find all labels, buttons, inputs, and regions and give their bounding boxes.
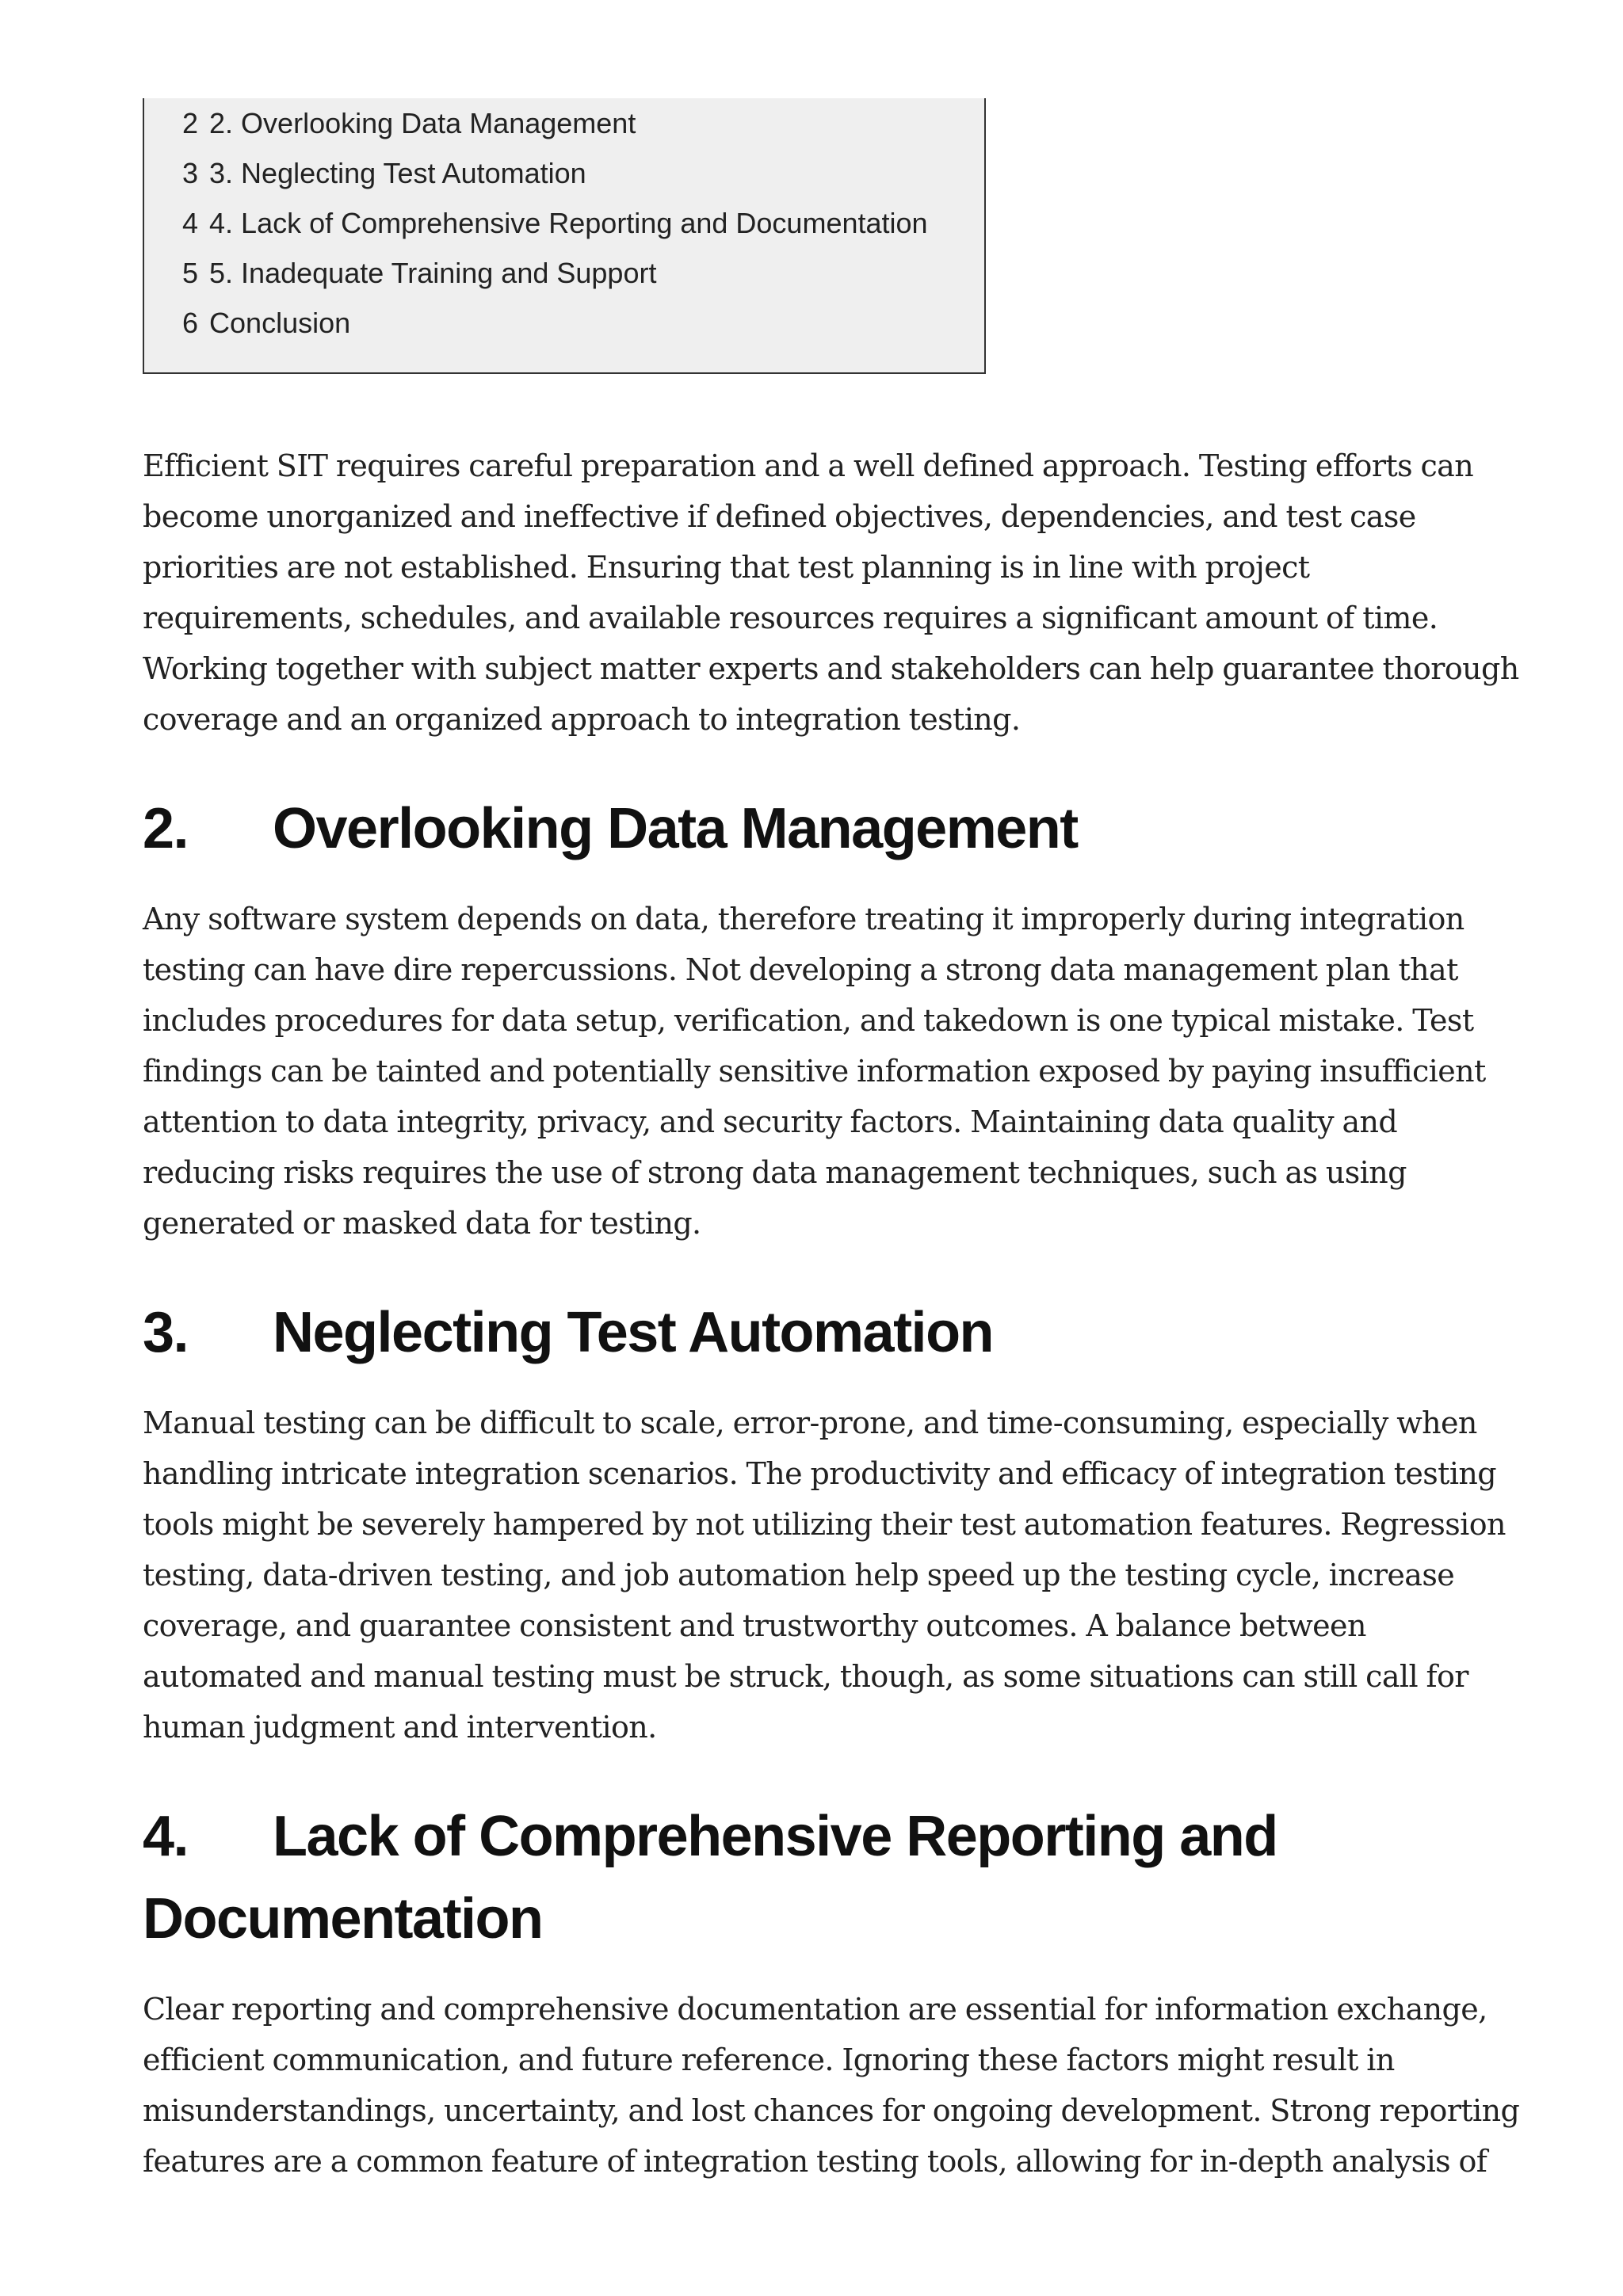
section-title: Lack of Comprehensive Reporting and Documentation	[143, 1805, 1277, 1951]
section-number: 3.	[143, 1301, 189, 1364]
toc-item-number: 3	[182, 157, 199, 189]
section-paragraph-reporting-documentation: Clear reporting and comprehensive documentation are essential for information exchange, efficient communication, and future reference. Ignoring these factors might result in misunderstandings, uncertainty, and lost chances for ongoing development. Strong reporting features are a common feature of integration testing tools, allowing for in-depth analysis of	[143, 1992, 1520, 2179]
section-number: 4.	[143, 1805, 189, 1868]
toc-item-training-support[interactable]	[182, 248, 928, 298]
section-paragraph-test-automation: Manual testing can be difficult to scale, error-prone, and time-consuming, especially when handling intricate integration scenarios. The productivity and efficacy of integration testing tools might be severely hampered by not utilizing their test automation features. Regression testing, data-driven testing, and job automation help speed up the testing cycle, increase coverage, and guarantee consistent and trustworthy outcomes. A balance between automated and manual testing must be struck, though, as some situations can still call for human judgment and intervention.	[143, 1405, 1506, 1745]
toc-list	[182, 98, 928, 348]
section-heading-test-automation	[143, 1291, 1522, 1374]
section-title: Neglecting Test Automation	[273, 1301, 994, 1364]
intro-paragraph: Efficient SIT requires careful preparation and a well defined approach. Testing efforts can become unorganized and ineffective if defined objectives, dependencies, and test case priorities are not established. Ensuring that test planning is in line with project requirements, schedules, and available resources requires a significant amount of time. Working together with subject matter experts and stakeholders can help guarantee thorough coverage and an organized approach to integration testing.	[143, 448, 1519, 737]
section-title: Overlooking Data Management	[273, 797, 1078, 860]
toc-link[interactable]: Conclusion	[209, 307, 351, 339]
toc-item-neglecting-test-automation[interactable]	[182, 148, 928, 198]
toc-item-number: 5	[182, 257, 199, 289]
toc-link[interactable]: 3. Neglecting Test Automation	[209, 157, 586, 189]
article-content	[143, 441, 1522, 2187]
section-heading-reporting-documentation	[143, 1795, 1331, 1960]
toc-link[interactable]: 5. Inadequate Training and Support	[209, 257, 657, 289]
toc-item-number: 4	[182, 207, 199, 239]
section-number: 2.	[143, 797, 189, 860]
toc-item-overlooking-data-management[interactable]	[182, 98, 928, 148]
toc-item-number: 6	[182, 307, 199, 339]
toc-item-number: 2	[182, 107, 199, 139]
toc-link[interactable]: 2. Overlooking Data Management	[209, 107, 636, 139]
table-of-contents	[143, 98, 986, 374]
toc-link[interactable]: 4. Lack of Comprehensive Reporting and Documentation	[209, 207, 928, 239]
section-heading-data-management	[143, 788, 1522, 870]
toc-item-conclusion[interactable]	[182, 298, 928, 348]
toc-item-reporting-documentation[interactable]	[182, 198, 928, 248]
section-paragraph-data-management: Any software system depends on data, therefore treating it improperly during integration testing can have dire repercussions. Not developing a strong data management plan that includes procedures for data setup, verification, and takedown is one typical mistake. Test findings can be tainted and potentially sensitive information exposed by paying insufficient attention to data integrity, privacy, and security factors. Maintaining data quality and reducing risks requires the use of strong data management techniques, such as using generated or masked data for testing.	[143, 902, 1486, 1241]
